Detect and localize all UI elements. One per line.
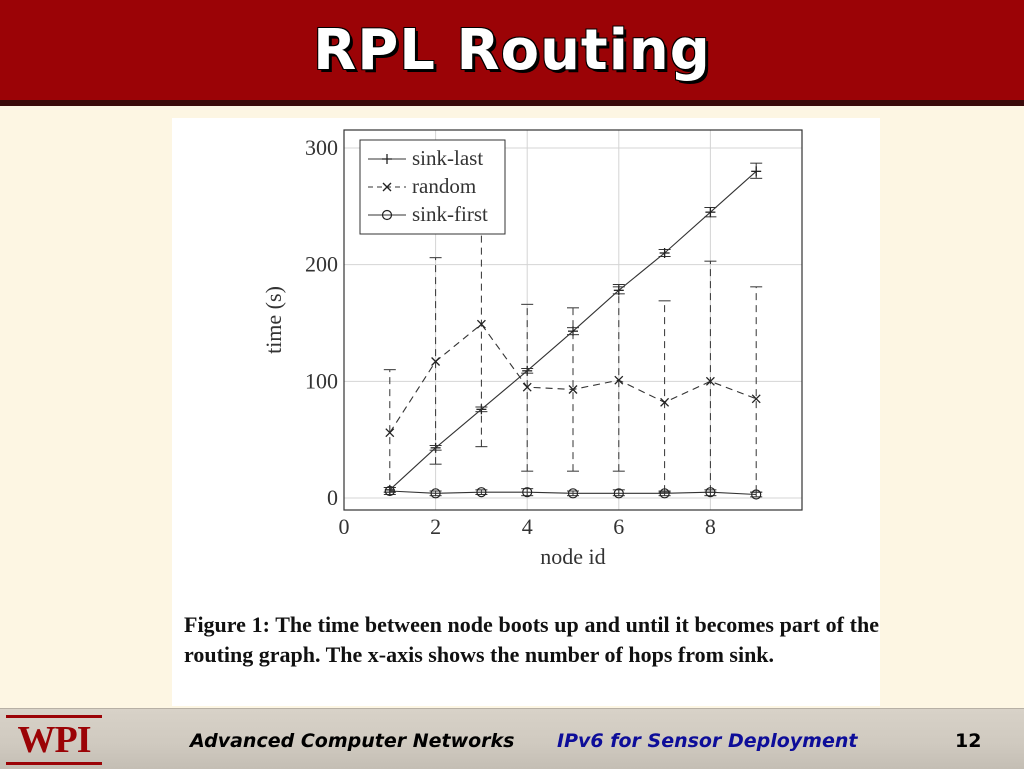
footer-topic: IPv6 for Sensor Deployment	[557, 730, 858, 752]
errorbar-random-7	[659, 301, 671, 492]
x-tick-label-8: 8	[704, 514, 716, 539]
legend	[360, 140, 505, 234]
y-tick-label-300: 300	[305, 135, 338, 160]
title-bar	[0, 0, 1024, 106]
x-axis-label: node id	[540, 544, 606, 569]
x-tick-label-0: 0	[338, 514, 350, 539]
page-number: 12	[955, 730, 982, 752]
x-tick-label-6: 6	[613, 514, 625, 539]
y-tick-label-100: 100	[305, 368, 338, 394]
series-sink-first	[384, 487, 762, 500]
footer-bar	[0, 708, 1024, 769]
x-tick-label-4: 4	[521, 514, 533, 539]
rpl-chart	[172, 118, 880, 598]
y-tick-label-200: 200	[305, 251, 338, 277]
figure-caption: Figure 1: The time between node boots up and until it becomes part of the routing graph. The x-axis shows the number of hops from sink.	[184, 612, 879, 667]
y-tick-label-0: 0	[327, 485, 338, 510]
wpi-logo: WPI	[6, 715, 102, 765]
legend-label-sink-first: sink-first	[412, 202, 488, 226]
legend-label-sink-last: sink-last	[412, 146, 484, 170]
legend-label-random: random	[412, 174, 477, 198]
figure-panel	[172, 118, 880, 706]
slide-title: RPL Routing	[313, 18, 711, 83]
series-random	[384, 218, 762, 492]
x-tick-label-2: 2	[430, 514, 442, 539]
y-axis-label: time (s)	[261, 286, 286, 354]
errorbar-random-1	[384, 370, 396, 492]
errorbar-random-9	[750, 287, 762, 492]
footer-course-name: Advanced Computer Networks	[190, 730, 515, 752]
